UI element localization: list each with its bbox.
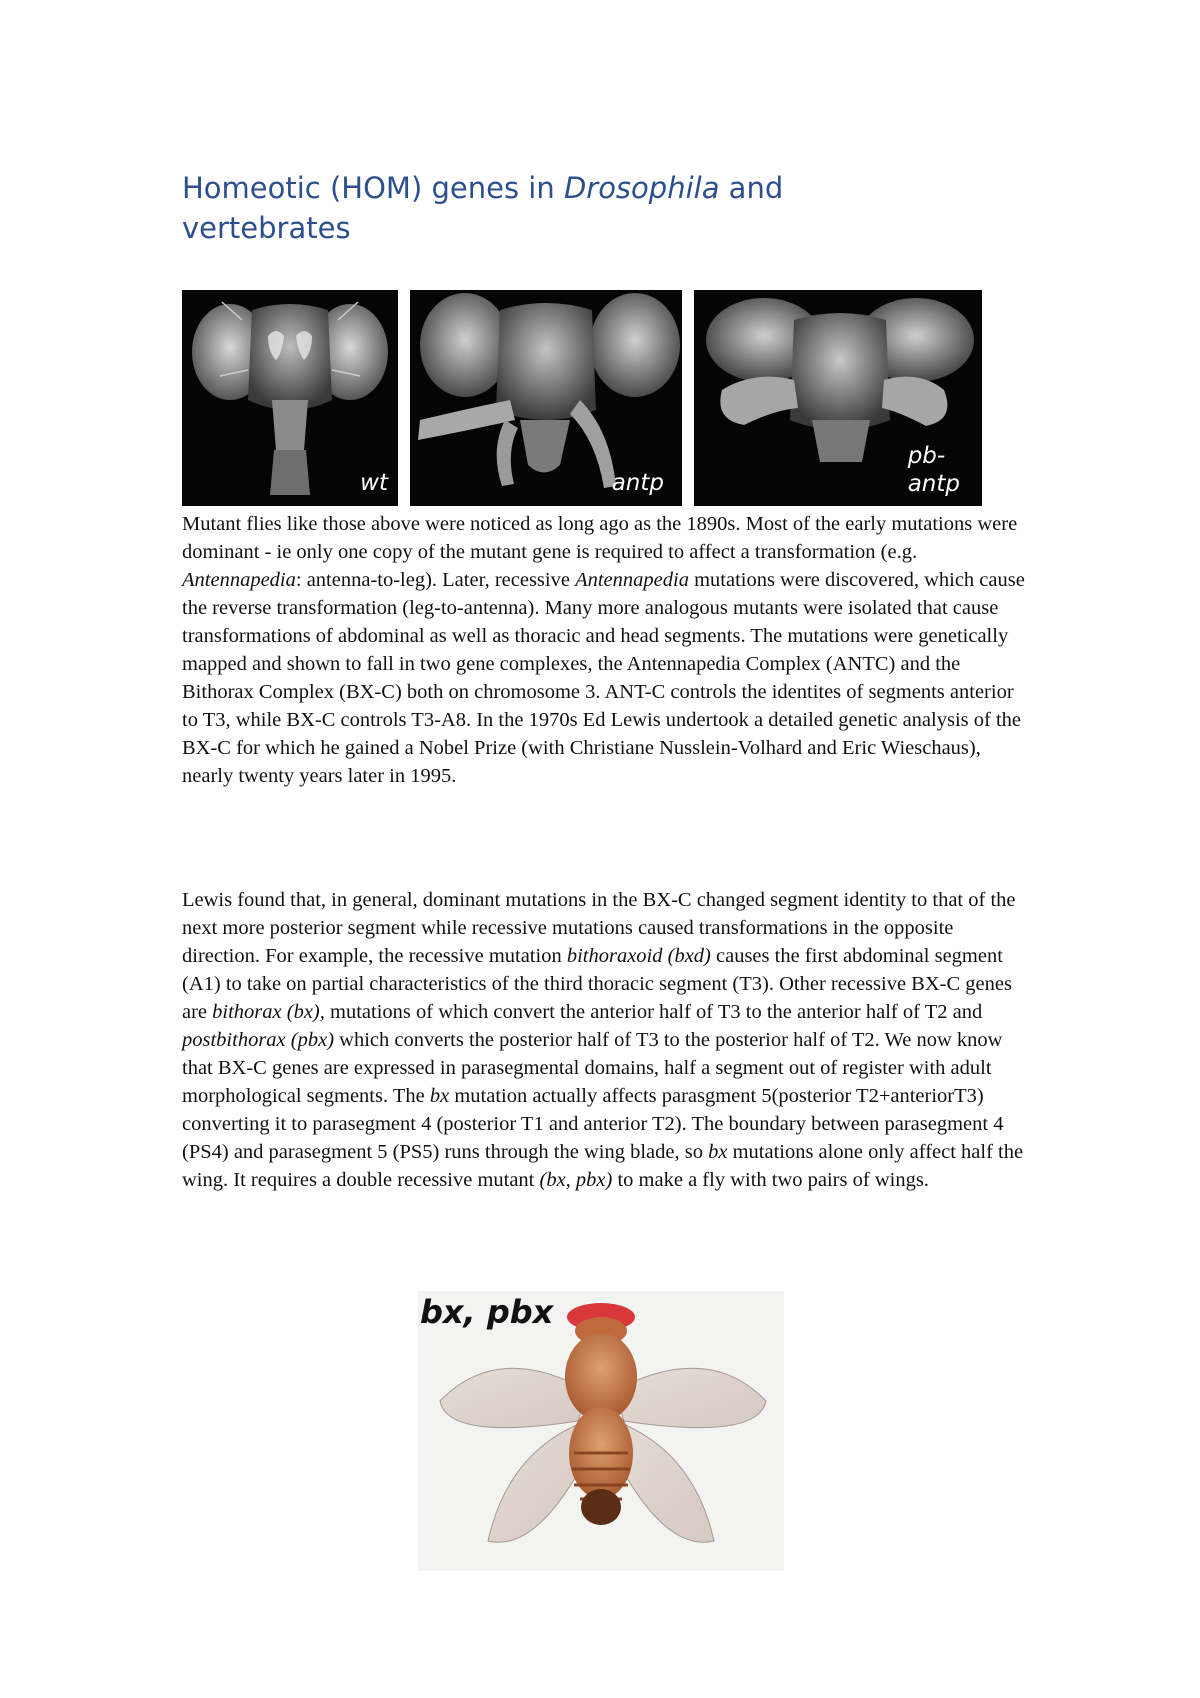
para2-italic-4: bx — [429, 1085, 450, 1107]
paragraph-1 — [182, 510, 1032, 790]
para1-text-1: Mutant flies like those above were noticed as long ago as the 1890s. Most of the early mutations were dominant - ie only one copy of the mutant gene is required to affect a transformation (e.g. — [182, 513, 1018, 563]
para2-italic-1: bithoraxoid (bxd) — [566, 945, 711, 967]
para1-text-3: mutations were discovered, which cause the reverse transformation (leg-to-antenna). Many more analogous mutants were isolated that cause transformations of abdominal as well as thoracic and head segments. The mutations were genetically mapped and shown to fall in two gene complexes, the Antennapedia Complex (ANTC) and the Bithorax Complex (BX-C) both on chromosome 3. ANT-C controls the identites of segments anterior to T3, while BX-C controls T3-A8. In the 1970s Ed Lewis undertook a detailed genetic analysis of the BX-C for which he gained a Nobel Prize (with Christiane Nusslein-Volhard and Eric Wieschaus), nearly twenty years later in 1995. — [182, 569, 1025, 787]
para2-text-3: mutations of which convert the anterior half of T3 to the anterior half of T2 and — [324, 1001, 983, 1023]
para1-italic-2: Antennapedia — [575, 569, 689, 591]
sem-image-antp — [410, 290, 682, 506]
para2-text-6: mutations alone only affect half the wing. It requires a double recessive mutant — [182, 1141, 1024, 1191]
fly-photo-label: bx, pbx — [420, 1293, 554, 1331]
para1-italic-1: Antennapedia — [182, 569, 296, 591]
sem-image-wt — [182, 290, 398, 506]
title-italic: Drosophila — [563, 171, 720, 205]
fly-photo-bx-pbx — [418, 1291, 784, 1571]
sem-label-pb-antp — [908, 442, 960, 498]
para2-italic-5: bx — [708, 1141, 728, 1163]
para2-text-7: to make a fly with two pairs of wings. — [612, 1169, 929, 1191]
paragraph-2 — [182, 886, 1032, 1194]
page-title — [182, 168, 882, 248]
title-text-end: and vertebrates — [182, 171, 784, 245]
sem-image-pb-antp — [694, 290, 982, 506]
sem-label-pb: pb- — [907, 443, 946, 469]
four-winged-fly-illustration — [418, 1291, 784, 1571]
para2-italic-3: postbithorax (pbx) — [182, 1029, 335, 1051]
para2-text-1: Lewis found that, in general, dominant mutations in the BX-C changed segment identity to that of the next more posterior segment while recessive mutations caused transformations in the opposite direction. For example, the recessive mutation — [182, 889, 1016, 967]
sem-label-wt: wt — [360, 470, 388, 496]
para2-text-5: mutation actually affects parasgment 5(posterior T2+anteriorT3) converting it to parasegment 4 (posterior T1 and anterior T2). The boundary between parasegment 4 (PS4) and parasegment 5 (PS5) runs through the wing blade, so — [182, 1085, 1004, 1163]
title-text: Homeotic (HOM) genes in — [182, 171, 564, 205]
sem-label-antp-2: antp — [907, 471, 960, 497]
para1-text-2: : antenna-to-leg). Later, recessive — [295, 569, 576, 591]
para2-text-4: which converts the posterior half of T3 to the posterior half of T2. We now know that BX-C genes are expressed in parasegmental domains, half a segment out of register with adult morphological segments. The — [182, 1029, 1003, 1107]
para2-italic-6: (bx, pbx) — [539, 1169, 613, 1191]
sem-image-row — [182, 290, 982, 506]
para2-italic-2: bithorax (bx), — [212, 1001, 325, 1023]
para2-text-2: causes the first abdominal segment (A1) to take on partial characteristics of the third thoracic segment (T3). Other recessive BX-C genes are — [182, 945, 1012, 1023]
sem-label-antp: antp — [611, 470, 664, 496]
